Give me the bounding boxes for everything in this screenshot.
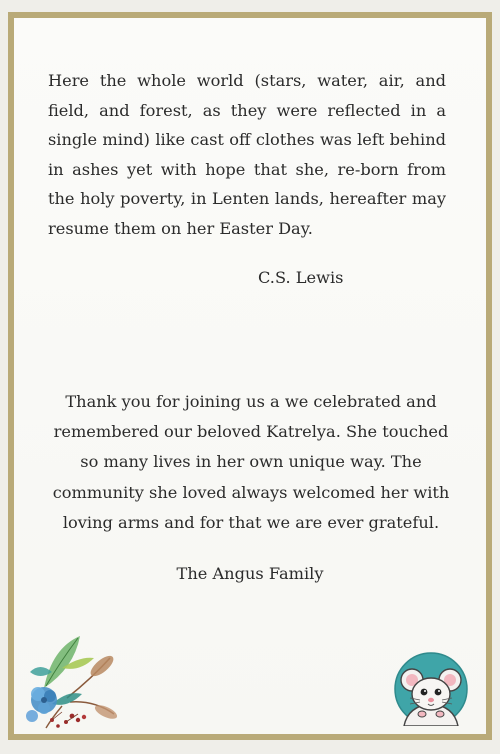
cs-lewis-quote: Here the whole world (stars, water, air, and field, and forest, as they were reflected in a single mind) like cast off clothes was left behind in ashes yet with hope that she, re-born from the holy poverty, in Lenten lands, hereafter may resume them on her Easter Day. — [48, 71, 446, 238]
mouse-portrait-icon — [394, 652, 468, 726]
quote-author: C.S. Lewis — [258, 268, 344, 287]
family-signoff: The Angus Family — [176, 564, 324, 583]
thank-you-message: Thank you for joining us a we celebrated and remembered our beloved Katrelya. She touched so many lives in her own unique way. The community she loved always welcomed her with loving arms and for that we are ever grateful. — [52, 392, 450, 532]
watercolor-floral-icon — [22, 628, 122, 732]
